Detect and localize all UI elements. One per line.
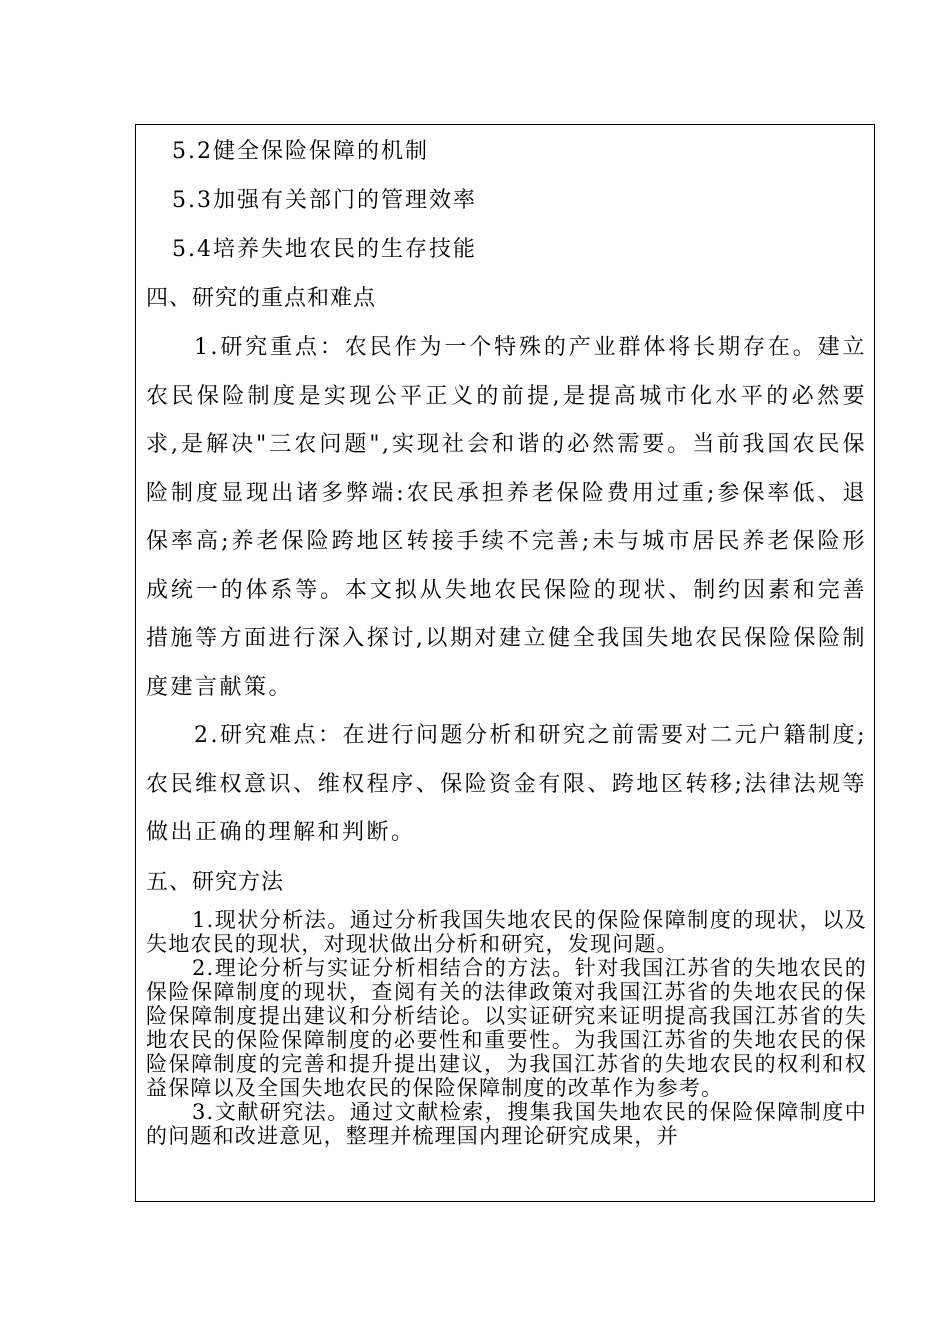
paragraph-method-theory-empirical: 2.理论分析与实证分析相结合的方法。针对我国江苏省的失地农民的保险保障制度的现状，查阅有关的法律政策对我国江苏省的失地农民的保险保障制度提出建议和分析结论。以实证研究来证明提高我国江苏省的失地农民的保险保障制度的必要性和重要性。为我国江苏省的失地农民的保险保障制度的完善和提升提出建议，为我国江苏省的失地农民的权利和权益保障以及全国失地农民的保险保障制度的改革作为参考。 <box>146 955 867 1100</box>
subsection-5-3: 5.3加强有关部门的管理效率 <box>172 188 477 213</box>
document-table-cell <box>135 124 875 1202</box>
section-heading-key-points: 四、研究的重点和难点 <box>146 286 377 311</box>
paragraph-research-difficulty: 2.研究难点：在进行问题分析和研究之前需要对二元户籍制度;农民维权意识、维权程序、保险资金有限、跨地区转移;法律法规等做出正确的理解和判断。 <box>146 723 867 845</box>
subsection-5-4: 5.4培养失地农民的生存技能 <box>172 237 477 262</box>
cell-content <box>146 125 867 1148</box>
paragraph-method-literature: 3.文献研究法。通过文献检索，搜集我国失地农民的保险保障制度中的问题和改进意见，整理并梳理国内理论研究成果，并 <box>146 1099 867 1148</box>
paragraph-research-focus: 1.研究重点：农民作为一个特殊的产业群体将长期存在。建立农民保险制度是实现公平正义的前提,是提高城市化水平的必然要求,是解决"三农问题",实现社会和谐的必然需要。当前我国农民保险制度显现出诸多弊端:农民承担养老保险费用过重;参保率低、退保率高;养老保险跨地区转接手续不完善;未与城市居民养老保险形成统一的体系等。本文拟从失地农民保险的现状、制约因素和完善措施等方面进行深入探讨,以期对建立健全我国失地农民保险保险制度建言献策。 <box>146 335 867 700</box>
subsection-5-2: 5.2健全保险保障的机制 <box>172 139 429 164</box>
paragraph-method-status-analysis: 1.现状分析法。通过分析我国失地农民的保险保障制度的现状，以及失地农民的现状，对现状做出分析和研究，发现问题。 <box>146 907 867 956</box>
section-heading-methods: 五、研究方法 <box>146 869 285 895</box>
